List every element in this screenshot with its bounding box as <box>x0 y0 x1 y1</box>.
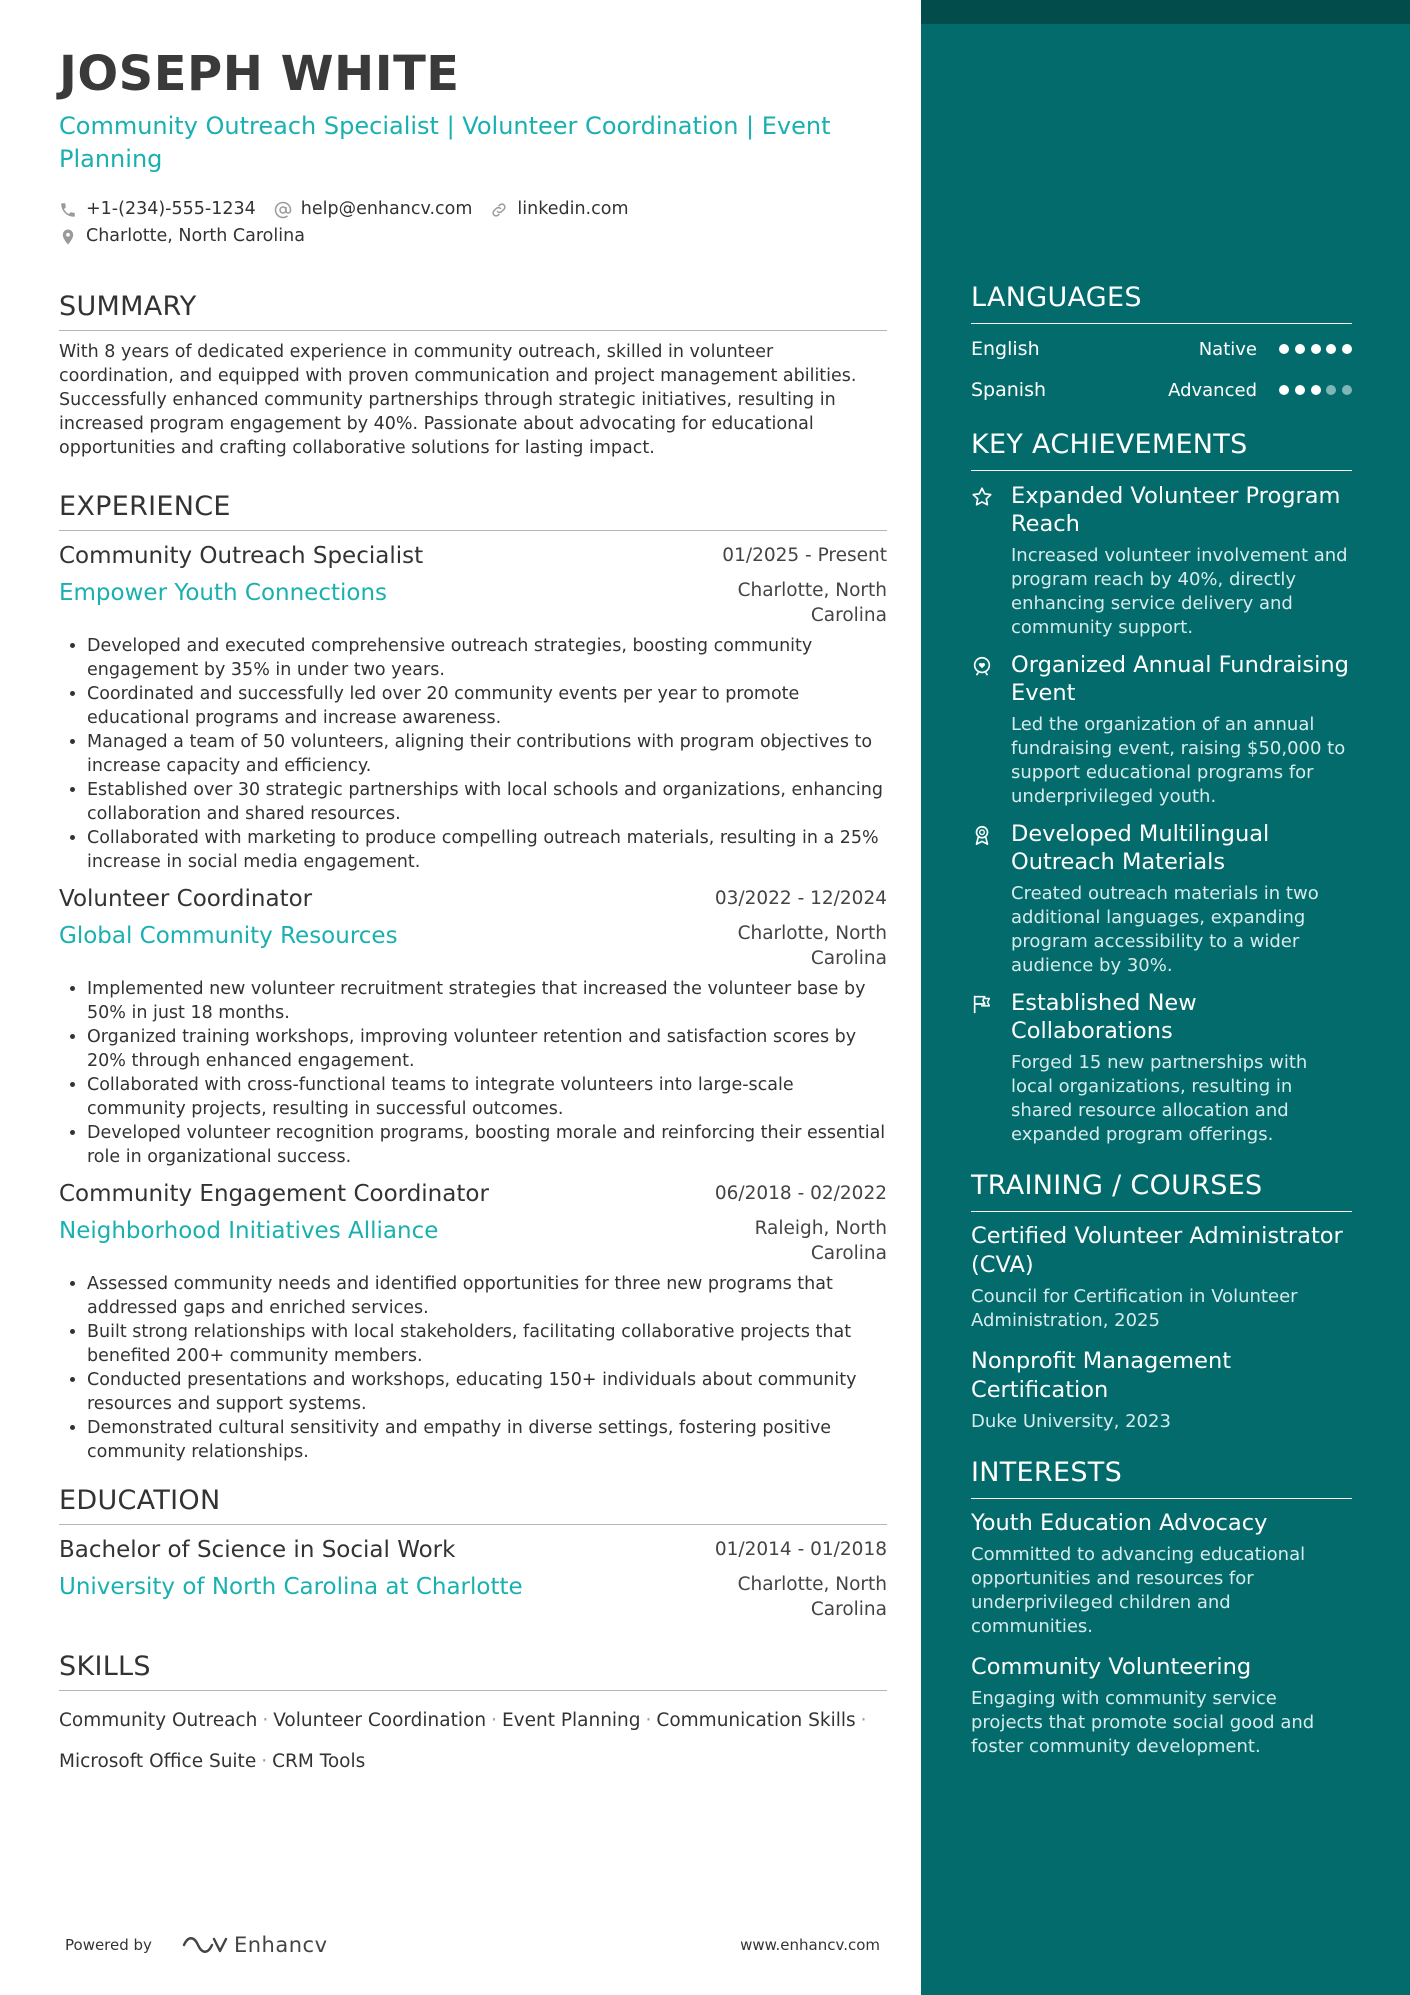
proficiency-dot-filled <box>1295 385 1305 395</box>
experience-heading: EXPERIENCE <box>59 490 887 531</box>
interest-title: Youth Education Advocacy <box>971 1510 1268 1536</box>
achievement-title: Expanded Volunteer Program Reach <box>1011 483 1341 537</box>
contact-info <box>59 196 887 250</box>
proficiency-dot-filled <box>1311 385 1321 395</box>
interest-item <box>971 1509 1352 1639</box>
proficiency-dot-filled <box>1311 344 1321 354</box>
job-bullet: • Coordinated and successfully led over 20 community events per year to promote educational programs and increase awareness. <box>87 682 887 730</box>
interests-heading: INTERESTS <box>971 1456 1352 1499</box>
job-date: 01/2025 - Present <box>722 545 887 566</box>
achievement-title: Established New Collaborations <box>1011 990 1197 1044</box>
skill-item: Volunteer Coordination <box>273 1710 487 1731</box>
achievement-item <box>971 482 1352 640</box>
job-company: Neighborhood Initiatives Alliance <box>59 1218 439 1244</box>
achievement-item <box>971 651 1352 809</box>
skill-item: Microsoft Office Suite <box>59 1751 257 1772</box>
achievement-item <box>971 989 1352 1147</box>
job-bullet: • Demonstrated cultural sensitivity and empathy in diverse settings, fostering positive community relationships. <box>87 1416 887 1464</box>
email-text: help@enhancv.com <box>300 199 473 219</box>
job-company: Global Community Resources <box>59 923 398 949</box>
footer <box>65 1930 880 1960</box>
education-date: 01/2014 - 01/2018 <box>714 1539 887 1560</box>
interest-desc: Engaging with community service projects that promote social good and foster community development. <box>971 1688 1315 1757</box>
language-level: Advanced <box>1168 379 1257 401</box>
languages-section <box>971 281 1352 406</box>
skill-item: Event Planning <box>501 1710 641 1731</box>
achievements-section <box>971 428 1352 1147</box>
proficiency-dots <box>1279 344 1352 354</box>
education-section <box>59 1484 887 1622</box>
website-link[interactable]: www.enhancv.com <box>740 1936 880 1954</box>
proficiency-dot-filled <box>1279 385 1289 395</box>
interest-desc: Committed to advancing educational opportunities and resources for underprivileged children and communities. <box>971 1544 1306 1637</box>
hand-heart-icon <box>971 651 1011 809</box>
course-title: Nonprofit Management Certification <box>971 1348 1232 1403</box>
job-entry <box>59 884 887 1169</box>
job-bullet: • Conducted presentations and workshops, educating 150+ individuals about community resources and support systems. <box>87 1368 887 1416</box>
phone-item[interactable] <box>59 196 256 223</box>
training-heading: TRAINING / COURSES <box>971 1169 1352 1212</box>
job-title: Volunteer Coordinator <box>59 886 313 912</box>
interest-item <box>971 1653 1352 1759</box>
summary-heading: SUMMARY <box>59 290 887 331</box>
job-title: Community Outreach Specialist <box>59 543 424 569</box>
course-provider: Duke University, 2023 <box>971 1411 1171 1432</box>
star-icon <box>971 482 1011 640</box>
job-title: Community Engagement Coordinator <box>59 1181 489 1207</box>
job-bullet: • Organized training workshops, improving volunteer retention and satisfaction scores by 20% through enhanced engagement. <box>87 1025 887 1073</box>
languages-heading: LANGUAGES <box>971 281 1352 324</box>
job-location: Raleigh, North Carolina <box>754 1218 887 1264</box>
job-date: 03/2022 - 12/2024 <box>714 888 887 909</box>
skills-heading: SKILLS <box>59 1650 887 1691</box>
job-bullets <box>59 634 887 874</box>
achievement-title: Organized Annual Fundraising Event <box>1011 652 1349 706</box>
language-name: Spanish <box>971 379 1047 401</box>
main-column <box>59 48 887 1782</box>
achievement-title: Developed Multilingual Outreach Materials <box>1011 821 1270 875</box>
job-entry <box>59 1179 887 1464</box>
job-bullet: • Established over 30 strategic partnerships with local schools and organizations, enhancing collaboration and shared resources. <box>87 778 887 826</box>
job-location: Charlotte, North Carolina <box>737 923 887 969</box>
sidebar-top-bar <box>921 0 1410 24</box>
course-provider: Council for Certification in Volunteer Administration, 2025 <box>971 1286 1298 1331</box>
course-item <box>971 1347 1352 1434</box>
proficiency-dot-empty <box>1342 385 1352 395</box>
job-bullets <box>59 1272 887 1464</box>
at-icon <box>274 201 292 219</box>
language-row <box>971 374 1352 406</box>
powered-by-text: Powered by <box>65 1936 152 1954</box>
location-pin-icon <box>59 228 77 246</box>
interests-section <box>971 1456 1352 1759</box>
degree: Bachelor of Science in Social Work <box>59 1537 456 1563</box>
brand-name: Enhancv <box>233 1933 328 1957</box>
candidate-name: JOSEPH WHITE <box>59 46 460 102</box>
skill-item: CRM Tools <box>272 1751 366 1772</box>
school-location: Charlotte, North Carolina <box>737 1574 887 1620</box>
proficiency-dot-filled <box>1326 344 1336 354</box>
job-bullet: • Collaborated with cross-functional teams to integrate volunteers into large-scale community projects, resulting in successful outcomes. <box>87 1073 887 1121</box>
proficiency-dot-filled <box>1342 344 1352 354</box>
headline: Community Outreach Specialist | Volunteer Coordination | Event Planning <box>59 112 831 173</box>
skills-list: Community Outreach · Volunteer Coordination · Event Planning · Communication Skills · Microsoft Office Suite · CRM Tools <box>59 1710 867 1772</box>
job-bullet: • Managed a team of 50 volunteers, aligning their contributions with program objectives to increase capacity and efficiency. <box>87 730 887 778</box>
experience-section <box>59 490 887 1464</box>
job-bullet: • Developed volunteer recognition programs, boosting morale and reinforcing their essential role in organizational success. <box>87 1121 887 1169</box>
proficiency-dot-empty <box>1326 385 1336 395</box>
job-bullet: • Collaborated with marketing to produce compelling outreach materials, resulting in a 25% increase in social media engagement. <box>87 826 887 874</box>
summary-text: With 8 years of dedicated experience in community outreach, skilled in volunteer coordination, and equipped with proven communication and project management abilities. Successfully enhanced community partnerships through strategic initiatives, resulting in increased program engagement by 40%. Passionate about advocating for educational opportunities and crafting collaborative solutions for lasting impact. <box>59 342 857 458</box>
job-location: Charlotte, North Carolina <box>737 580 887 626</box>
skills-section <box>59 1650 887 1782</box>
job-date: 06/2018 - 02/2022 <box>714 1183 887 1204</box>
proficiency-dots <box>1279 385 1352 395</box>
achievement-desc: Forged 15 new partnerships with local organizations, resulting in shared resource allocation and expanded program offerings. <box>1011 1052 1308 1145</box>
achievement-desc: Led the organization of an annual fundraising event, raising $50,000 to support educational programs for underprivileged youth. <box>1011 714 1346 807</box>
link-icon <box>490 201 508 219</box>
education-heading: EDUCATION <box>59 1484 887 1525</box>
phone-icon <box>59 201 77 219</box>
language-row <box>971 333 1352 365</box>
education-entry <box>59 1535 887 1622</box>
achievements-heading: KEY ACHIEVEMENTS <box>971 428 1352 471</box>
job-bullet: • Implemented new volunteer recruitment strategies that increased the volunteer base by 50% in just 18 months. <box>87 977 887 1025</box>
job-bullet: • Assessed community needs and identified opportunities for three new programs that addressed gaps and enriched services. <box>87 1272 887 1320</box>
job-bullet: • Developed and executed comprehensive outreach strategies, boosting community engagement by 35% in under two years. <box>87 634 887 682</box>
job-company: Empower Youth Connections <box>59 580 388 606</box>
brand <box>65 1933 328 1957</box>
skill-item: Communication Skills <box>656 1710 856 1731</box>
proficiency-dot-filled <box>1295 344 1305 354</box>
email-item[interactable] <box>274 196 473 223</box>
achievement-desc: Created outreach materials in two additional languages, expanding program accessibility to a wider audience by 30%. <box>1011 883 1319 976</box>
school-name: University of North Carolina at Charlotte <box>59 1574 523 1600</box>
linkedin-item[interactable] <box>490 196 628 223</box>
job-entry <box>59 541 887 874</box>
flag-icon <box>971 989 1011 1147</box>
location-item <box>59 223 305 250</box>
achievement-desc: Increased volunteer involvement and program reach by 40%, directly enhancing service delivery and community support. <box>1011 545 1348 638</box>
medal-icon <box>971 820 1011 978</box>
job-bullet: • Built strong relationships with local stakeholders, facilitating collaborative projects that benefited 200+ community members. <box>87 1320 887 1368</box>
training-section <box>971 1169 1352 1434</box>
enhancv-logo-icon <box>180 1933 228 1957</box>
linkedin-text: linkedin.com <box>517 199 629 219</box>
course-item <box>971 1222 1352 1333</box>
language-level: Native <box>1198 338 1257 360</box>
achievement-item <box>971 820 1352 978</box>
job-bullets <box>59 977 887 1169</box>
interest-title: Community Volunteering <box>971 1654 1252 1680</box>
summary-section <box>59 290 887 460</box>
proficiency-dot-filled <box>1279 344 1289 354</box>
location-text: Charlotte, North Carolina <box>86 226 305 246</box>
skill-item: Community Outreach <box>59 1710 258 1731</box>
course-title: Certified Volunteer Administrator (CVA) <box>971 1223 1343 1278</box>
phone-text: +1-(234)-555-1234 <box>86 199 256 219</box>
language-name: English <box>971 338 1040 360</box>
sidebar <box>921 0 1410 1995</box>
